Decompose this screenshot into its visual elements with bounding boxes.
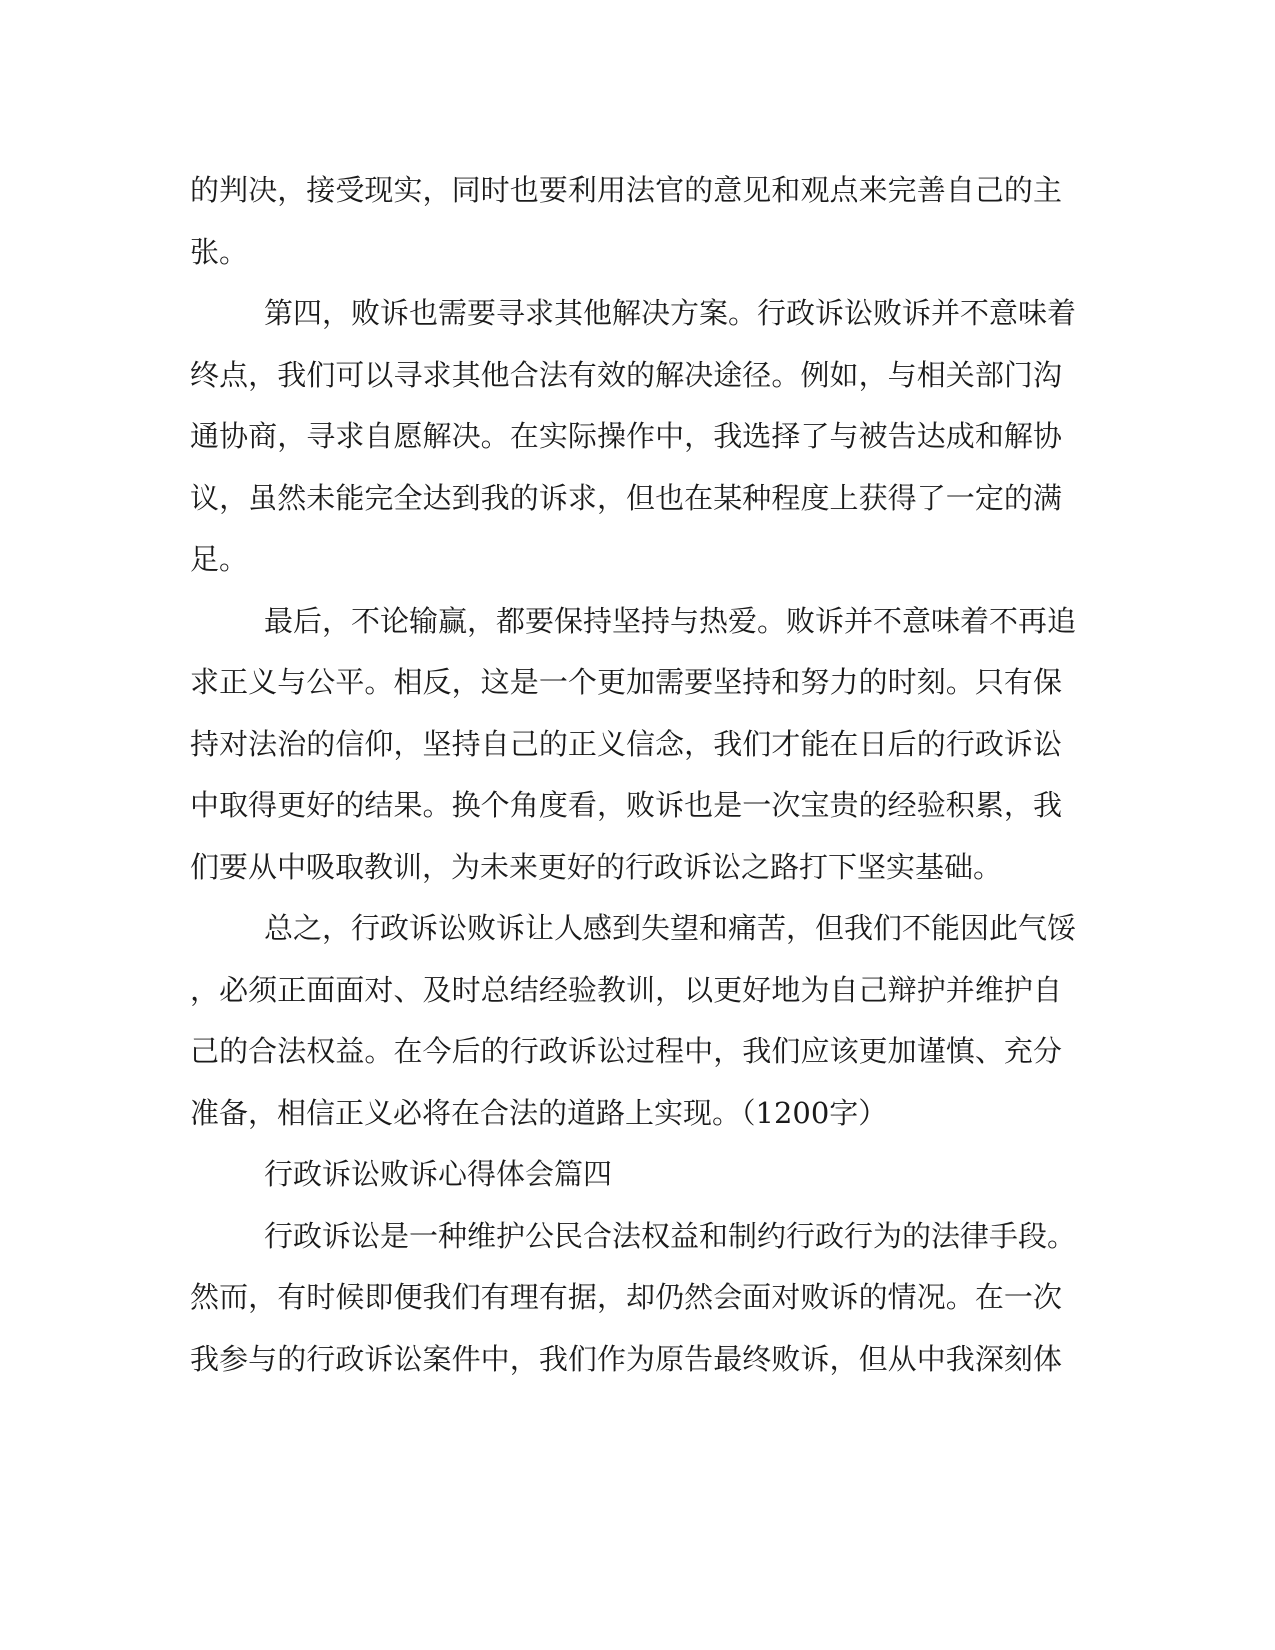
document-body [190, 160, 1080, 1390]
text-line: 求正义与公平。相反，这是一个更加需要坚持和努力的时刻。只有保 [190, 665, 1062, 699]
text-line: 然而，有时候即便我们有理有据，却仍然会面对败诉的情况。在一次 [190, 1280, 1062, 1314]
text-line: 的判决，接受现实，同时也要利用法官的意见和观点来完善自己的主 [190, 173, 1062, 207]
paragraph-first-line: 总之，行政诉讼败诉让人感到失望和痛苦，但我们不能因此气馁 [264, 911, 1077, 945]
text-line: 我参与的行政诉讼案件中，我们作为原告最终败诉，但从中我深刻体 [190, 1341, 1062, 1376]
paragraph-first-line: 最后，不论输赢，都要保持坚持与热爱。败诉并不意味着不再追 [264, 603, 1077, 638]
text-line: 们要从中吸取教训，为未来更好的行政诉讼之路打下坚实基础。 [190, 849, 1003, 884]
paragraph-first-line: 行政诉讼是一种维护公民合法权益和制约行政行为的法律手段。 [264, 1218, 1077, 1253]
text-line: 足。 [190, 542, 249, 576]
text-line: 己的合法权益。在今后的行政诉讼过程中，我们应该更加谨慎、充分 [190, 1034, 1062, 1068]
text-line: 持对法治的信仰，坚持自己的正义信念，我们才能在日后的行政诉讼 [190, 726, 1062, 761]
text-line: 张。 [190, 234, 249, 269]
text-line: 中取得更好的结果。换个角度看，败诉也是一次宝贵的经验积累，我 [190, 788, 1062, 822]
text-line: ，必须正面面对、及时总结经验教训，以更好地为自己辩护并维护自 [190, 972, 1062, 1007]
text-line: 准备，相信正义必将在合法的道路上实现。（1200字） [190, 1095, 888, 1130]
text-line: 通协商，寻求自愿解决。在实际操作中，我选择了与被告达成和解协 [190, 419, 1062, 453]
section-heading: 行政诉讼败诉心得体会篇四 [264, 1157, 613, 1191]
paragraph-first-line: 第四，败诉也需要寻求其他解决方案。行政诉讼败诉并不意味着 [264, 296, 1077, 330]
text-line: 终点，我们可以寻求其他合法有效的解决途径。例如，与相关部门沟 [190, 357, 1062, 392]
text-line: 议，虽然未能完全达到我的诉求，但也在某种程度上获得了一定的满 [190, 480, 1062, 515]
